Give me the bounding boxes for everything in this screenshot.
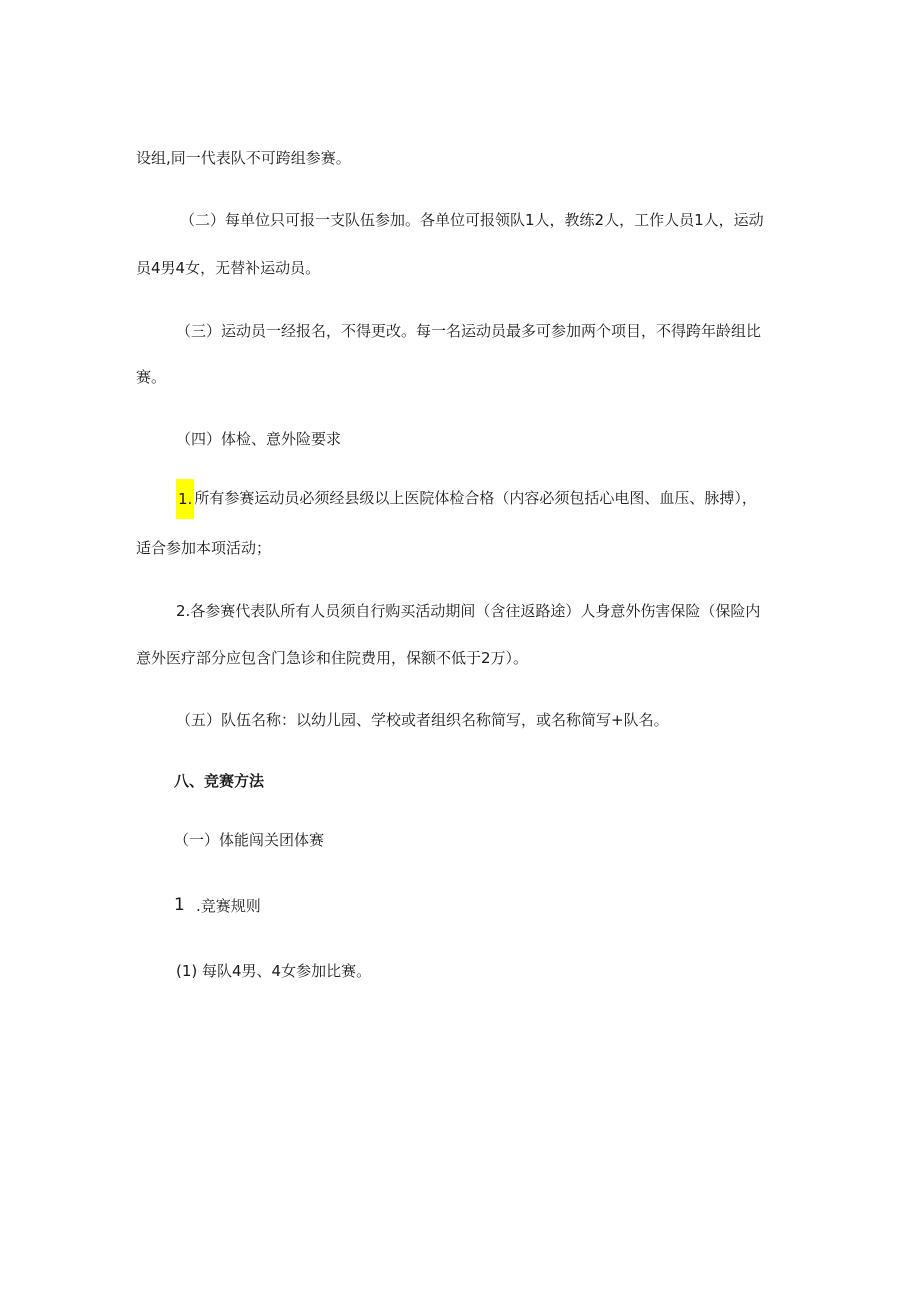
item-1-line-1 xyxy=(176,478,757,519)
highlighted-number: 1. xyxy=(176,479,194,519)
rules-heading: .竞赛规则 xyxy=(196,897,261,915)
paragraph-3-line-2: 赛。 xyxy=(136,368,167,386)
item-1-text: 所有参赛运动员必须经县级以上医院体检合格（内容必须包括心电图、血压、脉搏）， xyxy=(194,489,757,507)
rules-number: 1 xyxy=(174,895,185,915)
item-1-line-2: 适合参加本项活动； xyxy=(136,539,272,557)
item-2-line-2: 意外医疗部分应包含门急诊和住院费用，保额不低于2万）。 xyxy=(136,649,529,667)
paragraph-3-line-1: （三）运动员一经报名，不得更改。每一名运动员最多可参加两个项目，不得跨年龄组比 xyxy=(176,322,762,340)
subsection-1-heading: （一）体能闯关团体赛 xyxy=(174,831,325,849)
item-2-line-1: 2.各参赛代表队所有人员须自行购买活动期间（含往返路途）人身意外伤害保险（保险内 xyxy=(176,602,761,620)
paragraph-5: （五）队伍名称：以幼儿园、学校或者组织名称简写，或名称简写+队名。 xyxy=(176,711,669,729)
text-line-1: 设组,同一代表队不可跨组参赛。 xyxy=(136,149,351,167)
paragraph-4-heading: （四）体检、意外险要求 xyxy=(176,430,342,448)
section-8-heading: 八、竞赛方法 xyxy=(174,772,265,790)
paragraph-2-line-2: 员4男4女，无替补运动员。 xyxy=(136,259,321,277)
rule-1: (1) 每队4男、4女参加比赛。 xyxy=(176,962,372,980)
paragraph-2-line-1: （二）每单位只可报一支队伍参加。各单位可报领队1人，教练2人，工作人员1人，运动 xyxy=(180,211,764,229)
